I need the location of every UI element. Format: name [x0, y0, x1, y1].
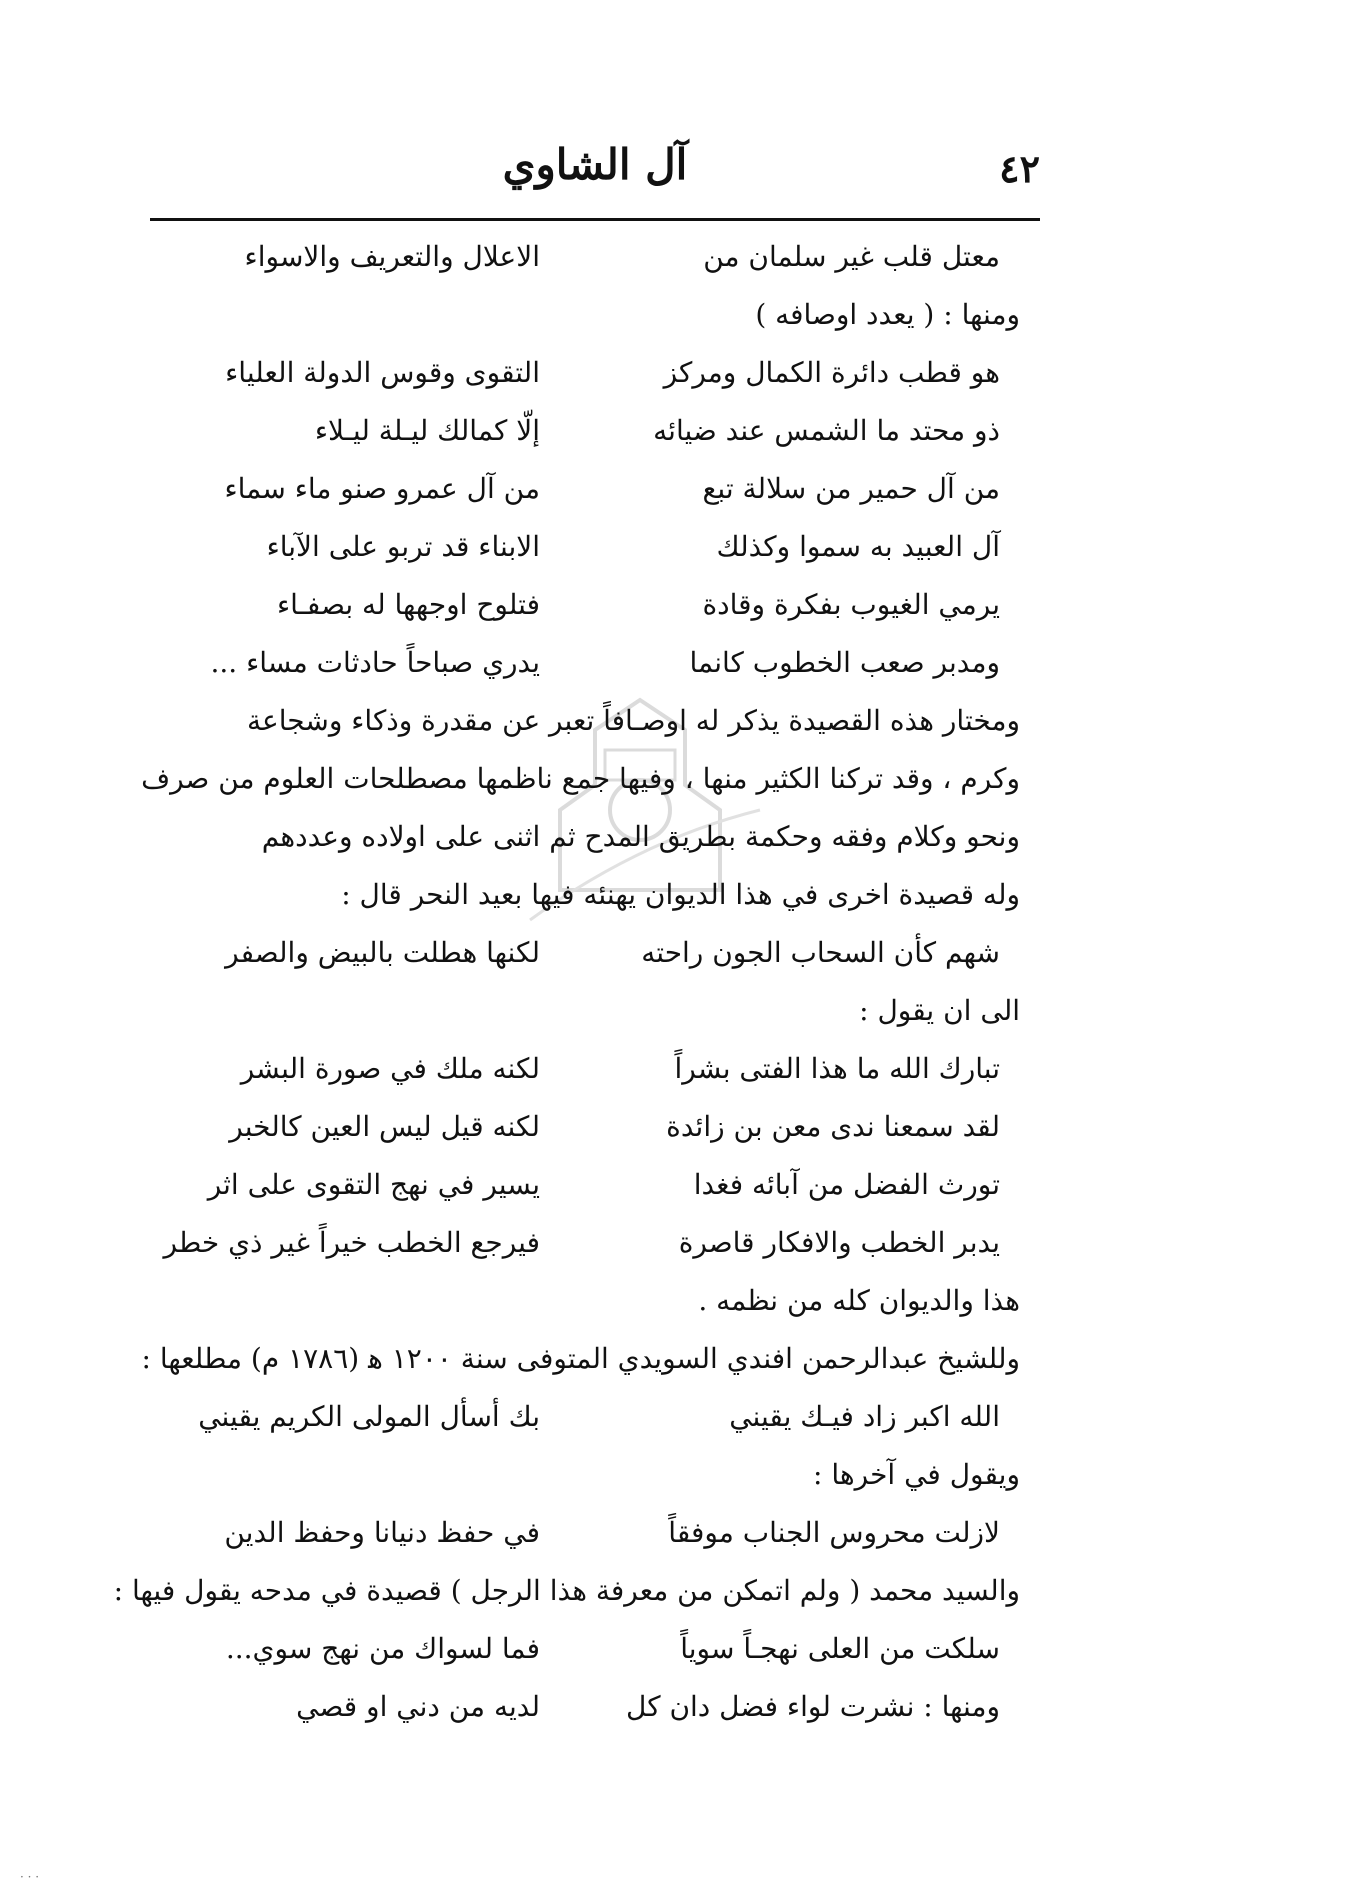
verse-first-hemistich: شهم كأن السحاب الجون راحته — [641, 936, 1000, 969]
scan-marks: · · · — [20, 1870, 40, 1884]
prose-line: وله قصيدة اخرى في هذا الديوان يهنئه فيها بعيد النحر قال : — [341, 878, 1020, 911]
verse-line — [150, 1504, 1040, 1562]
verse-first-hemistich: سلكت من العلى نهجـاً سوياً — [680, 1632, 1000, 1665]
verse-second-hemistich: فيرجع الخطب خيراً غير ذي خطر — [163, 1226, 540, 1259]
verse-line — [150, 1156, 1040, 1214]
verse-line — [150, 1388, 1040, 1446]
verse-line — [150, 402, 1040, 460]
running-title: آل الشاوي — [502, 140, 688, 189]
verse-first-hemistich: تبارك الله ما هذا الفتى بشراً — [674, 1052, 1000, 1085]
verse-second-hemistich: من آل عمرو صنو ماء سماء — [224, 472, 540, 505]
verse-line — [150, 634, 1040, 692]
verse-second-hemistich: التقوى وقوس الدولة العلياء — [225, 356, 540, 389]
verse-first-hemistich: ومنها : نشرت لواء فضل دان كل — [626, 1690, 1000, 1723]
verse-second-hemistich: إلّا كمالك ليـلة ليـلاء — [314, 414, 540, 447]
verse-first-hemistich: يرمي الغيوب بفكرة وقادة — [702, 588, 1000, 621]
prose-line: ونحو وكلام وفقه وحكمة بطريق المدح ثم اثنى على اولاده وعددهم — [261, 820, 1020, 853]
verse-second-hemistich: لكنه قيل ليس العين كالخبر — [229, 1110, 540, 1143]
verse-second-hemistich: يدري صباحاً حادثات مساء ... — [210, 646, 540, 679]
verse-line — [150, 460, 1040, 518]
page-body — [113, 228, 1040, 1736]
verse-first-hemistich: ذو محتد ما الشمس عند ضيائه — [653, 414, 1000, 447]
verse-first-hemistich: يدبر الخطب والافكار قاصرة — [678, 1226, 1000, 1259]
verse-line — [150, 344, 1040, 402]
verse-first-hemistich: آل العبيد به سموا وكذلك — [716, 530, 1000, 563]
verse-line — [150, 228, 1040, 286]
prose-line: ومختار هذه القصيدة يذكر له اوصـافاً تعبر عن مقدرة وذكاء وشجاعة — [247, 704, 1020, 737]
verse-first-hemistich: هو قطب دائرة الكمال ومركز — [663, 356, 1000, 389]
verse-second-hemistich: بك أسأل المولى الكريم يقيني — [198, 1400, 540, 1433]
page-header — [150, 140, 1040, 210]
prose-line: الى ان يقول : — [859, 994, 1020, 1027]
prose-line: والسيد محمد ( ولم اتمكن من معرفة هذا الرجل ) قصيدة في مدحه يقول فيها : — [113, 1574, 1020, 1607]
verse-first-hemistich: تورث الفضل من آبائه فغدا — [693, 1168, 1000, 1201]
prose-line: هذا والديوان كله من نظمه . — [698, 1284, 1020, 1317]
page-number: ٤٢ — [999, 146, 1040, 191]
verse-first-hemistich: معتل قلب غير سلمان من — [703, 240, 1000, 273]
verse-second-hemistich: في حفظ دنيانا وحفظ الدين — [224, 1516, 540, 1549]
verse-second-hemistich: الابناء قد تربو على الآباء — [266, 530, 540, 563]
verse-first-hemistich: ومدبر صعب الخطوب كانما — [689, 646, 1000, 679]
verse-line — [150, 1214, 1040, 1272]
verse-first-hemistich: لازلت محروس الجناب موفقاً — [668, 1516, 1000, 1549]
verse-second-hemistich: يسير في نهج التقوى على اثر — [207, 1168, 540, 1201]
prose-line: وللشيخ عبدالرحمن افندي السويدي المتوفى سنة ١٢٠٠ ﻫ (١٧٨٦ م) مطلعها : — [141, 1342, 1020, 1375]
verse-second-hemistich: الاعلال والتعريف والاسواء — [244, 240, 540, 273]
verse-line — [150, 1098, 1040, 1156]
verse-second-hemistich: لكنها هطلت بالبيض والصفر — [225, 936, 540, 969]
verse-second-hemistich: فتلوح اوجهها له بصفـاء — [277, 588, 540, 621]
verse-line — [150, 518, 1040, 576]
verse-line — [150, 576, 1040, 634]
header-rule — [150, 218, 1040, 221]
verse-line — [150, 1678, 1040, 1736]
verse-second-hemistich: لديه من دني او قصي — [296, 1690, 540, 1723]
verse-line — [150, 1620, 1040, 1678]
verse-first-hemistich: لقد سمعنا ندى معن بن زائدة — [666, 1110, 1000, 1143]
prose-line: وكرم ، وقد تركنا الكثير منها ، وفيها جمع ناظمها مصطلحات العلوم من صرف — [141, 762, 1020, 795]
verse-first-hemistich: من آل حمير من سلالة تبع — [702, 472, 1000, 505]
verse-line — [150, 924, 1040, 982]
verse-first-hemistich: الله اكبر زاد فيـك يقيني — [729, 1400, 1000, 1433]
verse-second-hemistich: لكنه ملك في صورة البشر — [240, 1052, 540, 1085]
verse-line — [150, 1040, 1040, 1098]
prose-line: ومنها : ( يعدد اوصافه ) — [755, 298, 1020, 331]
verse-second-hemistich: فما لسواك من نهج سوي... — [225, 1632, 540, 1665]
prose-line: ويقول في آخرها : — [813, 1458, 1020, 1491]
